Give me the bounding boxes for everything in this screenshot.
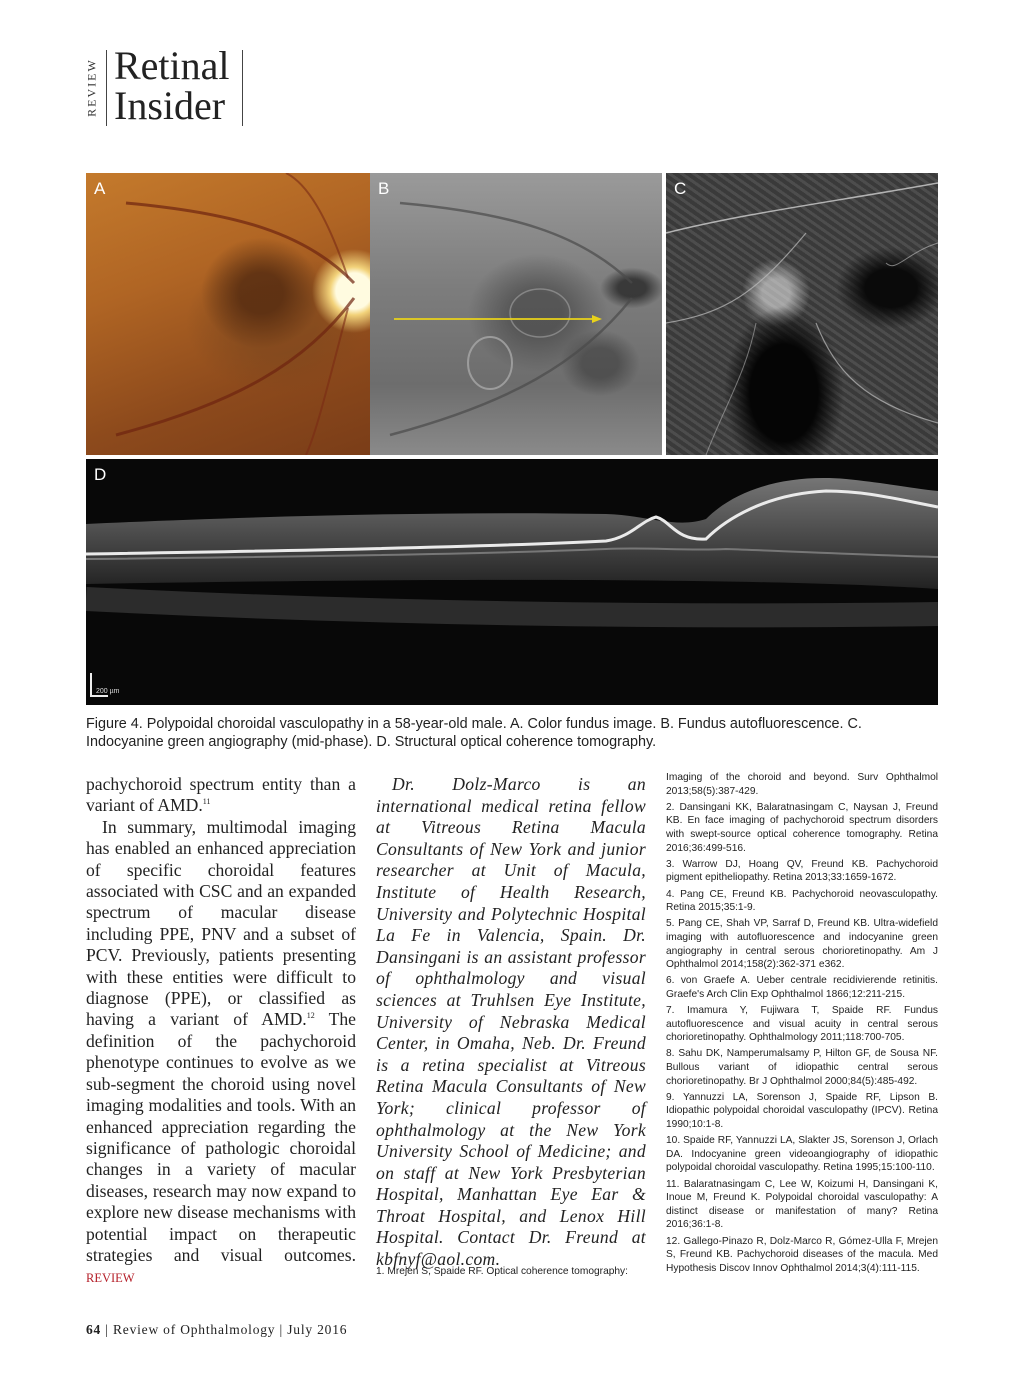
figure-caption: Figure 4. Polypoidal choroidal vasculopathy in a 58-year-old male. A. Color fundus image. B. Fundus autofluorescence. C. Indocyanine green angiography (mid-phase). D. Structural optical coherence tomography. (86, 716, 862, 750)
panel-b-autofluorescence (370, 173, 662, 455)
paragraph-2-text: In summary, multimodal imaging has enabled an enhanced appreciation of specific choroidal features associated with CSC and an expanded spectrum of macular disease including PPE, PNV and a subset of PCV. Previously, patients presenting with these entities were difficult to diagnose (PPE), or classified as having a variant of AMD. (86, 816, 356, 1030)
reference-item: 4. Pang CE, Freund KB. Pachychoroid neovasculopathy. Retina 2015;35:1-9. (666, 888, 938, 914)
review-end-mark: REVIEW (86, 1271, 135, 1286)
panel-a-label: A (94, 179, 106, 198)
masthead-divider-right (242, 50, 243, 126)
oct-layers (86, 459, 938, 705)
panel-a-color-fundus (86, 173, 370, 455)
autofluorescence-overlay (370, 173, 662, 455)
panel-c-icga (666, 173, 938, 455)
paragraph-2-continued: The definition of the pachychoroid phenotype continues to evolve as we sub-segment the choroid using novel imaging modalities and tools. With an enhanced appreciation regarding the significance of pathologic choroidal changes in a variety of macular diseases, research may now expand to explore new disease mechanisms with potential impact on therapeutic strategies and visual outcomes. (86, 1009, 356, 1265)
reference-item: Imaging of the choroid and beyond. Surv Ophthalmol 2013;58(5):387-429. (666, 772, 938, 797)
yellow-arrow-head (592, 315, 602, 323)
masthead-divider-left (106, 50, 107, 126)
reference-item: 11. Balaratnasingam C, Lee W, Koizumi H, Dansingani K, Inoue M, Freund K. Polypoidal choroidal vasculopathy: A distinct disease or manifestation of many? Retina 2016;36:1-8. (666, 1178, 938, 1231)
author-bio (376, 774, 646, 1271)
panel-b-label: B (378, 179, 390, 198)
paragraph-2 (86, 817, 356, 1290)
ref-citation-12: 12 (306, 1011, 315, 1021)
reference-item: 5. Pang CE, Shah VP, Sarraf D, Freund KB. Ultra-widefield imaging with autofluorescence and indocyanine green angiography in central serous chorioretinopathy. Am J Ophthalmol 2014;158(2):362-371 e362. (666, 918, 938, 971)
reference-item: 6. von Graefe A. Ueber centrale recidivierende retinitis. Graefe's Arch Clin Exp Ophthalmol 1866;12:211-215. (666, 975, 938, 1000)
body-column-1 (86, 774, 356, 1290)
masthead-vertical (84, 50, 100, 126)
reference-item: 9. Yannuzzi LA, Sorenson J, Spaide RF, Lipson B. Idiopathic polypoidal choroidal vasculopathy (IPCV). Retina 1990;10:1-8. (666, 1091, 938, 1130)
masthead-vertical-text: REVIEW (84, 58, 99, 117)
paragraph-1 (86, 774, 356, 817)
masthead-title-line2: Insider (114, 83, 226, 128)
panel-d-label: D (94, 465, 107, 484)
reference-item: 10. Spaide RF, Yannuzzi LA, Slakter JS, Sorenson J, Orlach DA. Indocyanine green videoangiography of idiopathic polypoidal choroidal vasculopathy. Retina 1995;15:100-110. (666, 1135, 938, 1174)
masthead-title (114, 43, 230, 128)
panel-c-label: C (674, 179, 687, 198)
figure-4 (86, 173, 938, 705)
reference-item: 12. Gallego-Pinazo R, Dolz-Marco R, Gómez-Ulla F, Mrejen S, Freund KB. Pachychoroid diseases of the macula. Med Hypothesis Discov Innov Ophthalmol 2014;3(4):111-115. (666, 1235, 938, 1274)
reference-item: 8. Sahu DK, Namperumalsamy P, Hilton GF, de Sousa NF. Bullous variant of idiopathic central serous chorioretinopathy. Br J Ophthalmol 2000;84(5):485-492. (666, 1048, 938, 1087)
fundus-vessels (86, 173, 370, 455)
icga-vessels (666, 173, 938, 455)
issue-date: July 2016 (287, 1322, 348, 1337)
masthead-title-line1: Retinal (114, 43, 230, 88)
panel-d-oct (86, 459, 938, 705)
ref-citation-11: 11 (202, 797, 211, 807)
reference-item: 2. Dansingani KK, Balaratnasingam C, Naysan J, Freund KB. En face imaging of pachychoroid spectrum disorders with swept-source optical coherence tomography. Retina 2016;36:499-516. (666, 801, 938, 854)
journal-name: Review of Ophthalmology (112, 1322, 276, 1337)
author-bio-text: Dr. Dolz-Marco is an international medical retina fellow at Vitreous Retina Macula Consultants of New York and junior researcher at Unit of Macula, Institute of Health Research, University and Polytechnic Hospital La Fe in Valencia, Spain. Dr. Dansingani is an assistant professor of ophthalmology and visual sciences at Truhlsen Eye Institute, University of Nebraska Medical Center, in Omaha, Neb. Dr. Freund is a retina specialist at Vitreous Retina Macula Consultants of New York; clinical professor of ophthalmology at the New York University School of Medicine; and on staff at New York Presbyterian Hospital, Manhattan Eye Ear & Throat Hospital, and Lenox Hill Hospital. Contact Dr. Freund at kbfnyf@aol.com. (376, 774, 646, 1270)
scale-bar-label: 200 µm (96, 688, 120, 695)
reference-1: 1. Mrejen S, Spaide RF. Optical coherence tomography: (376, 1266, 628, 1277)
reference-item: 3. Warrow DJ, Hoang QV, Freund KB. Pachychoroid pigment epitheliopathy. Retina 2013;33:1659-1672. (666, 858, 938, 884)
paragraph-1-text: pachychoroid spectrum entity than a variant of AMD. (86, 774, 356, 816)
reference-item: 7. Imamura Y, Fujiwara T, Spaide RF. Fundus autofluorescence and visual acuity in central serous chorioretinopathy. Ophthalmology 2011;118:700-705. (666, 1005, 938, 1044)
page-number: 64 (86, 1322, 102, 1337)
references-list (666, 771, 938, 1278)
page-footer: 64 | Review of Ophthalmology | July 2016 (86, 1322, 348, 1337)
